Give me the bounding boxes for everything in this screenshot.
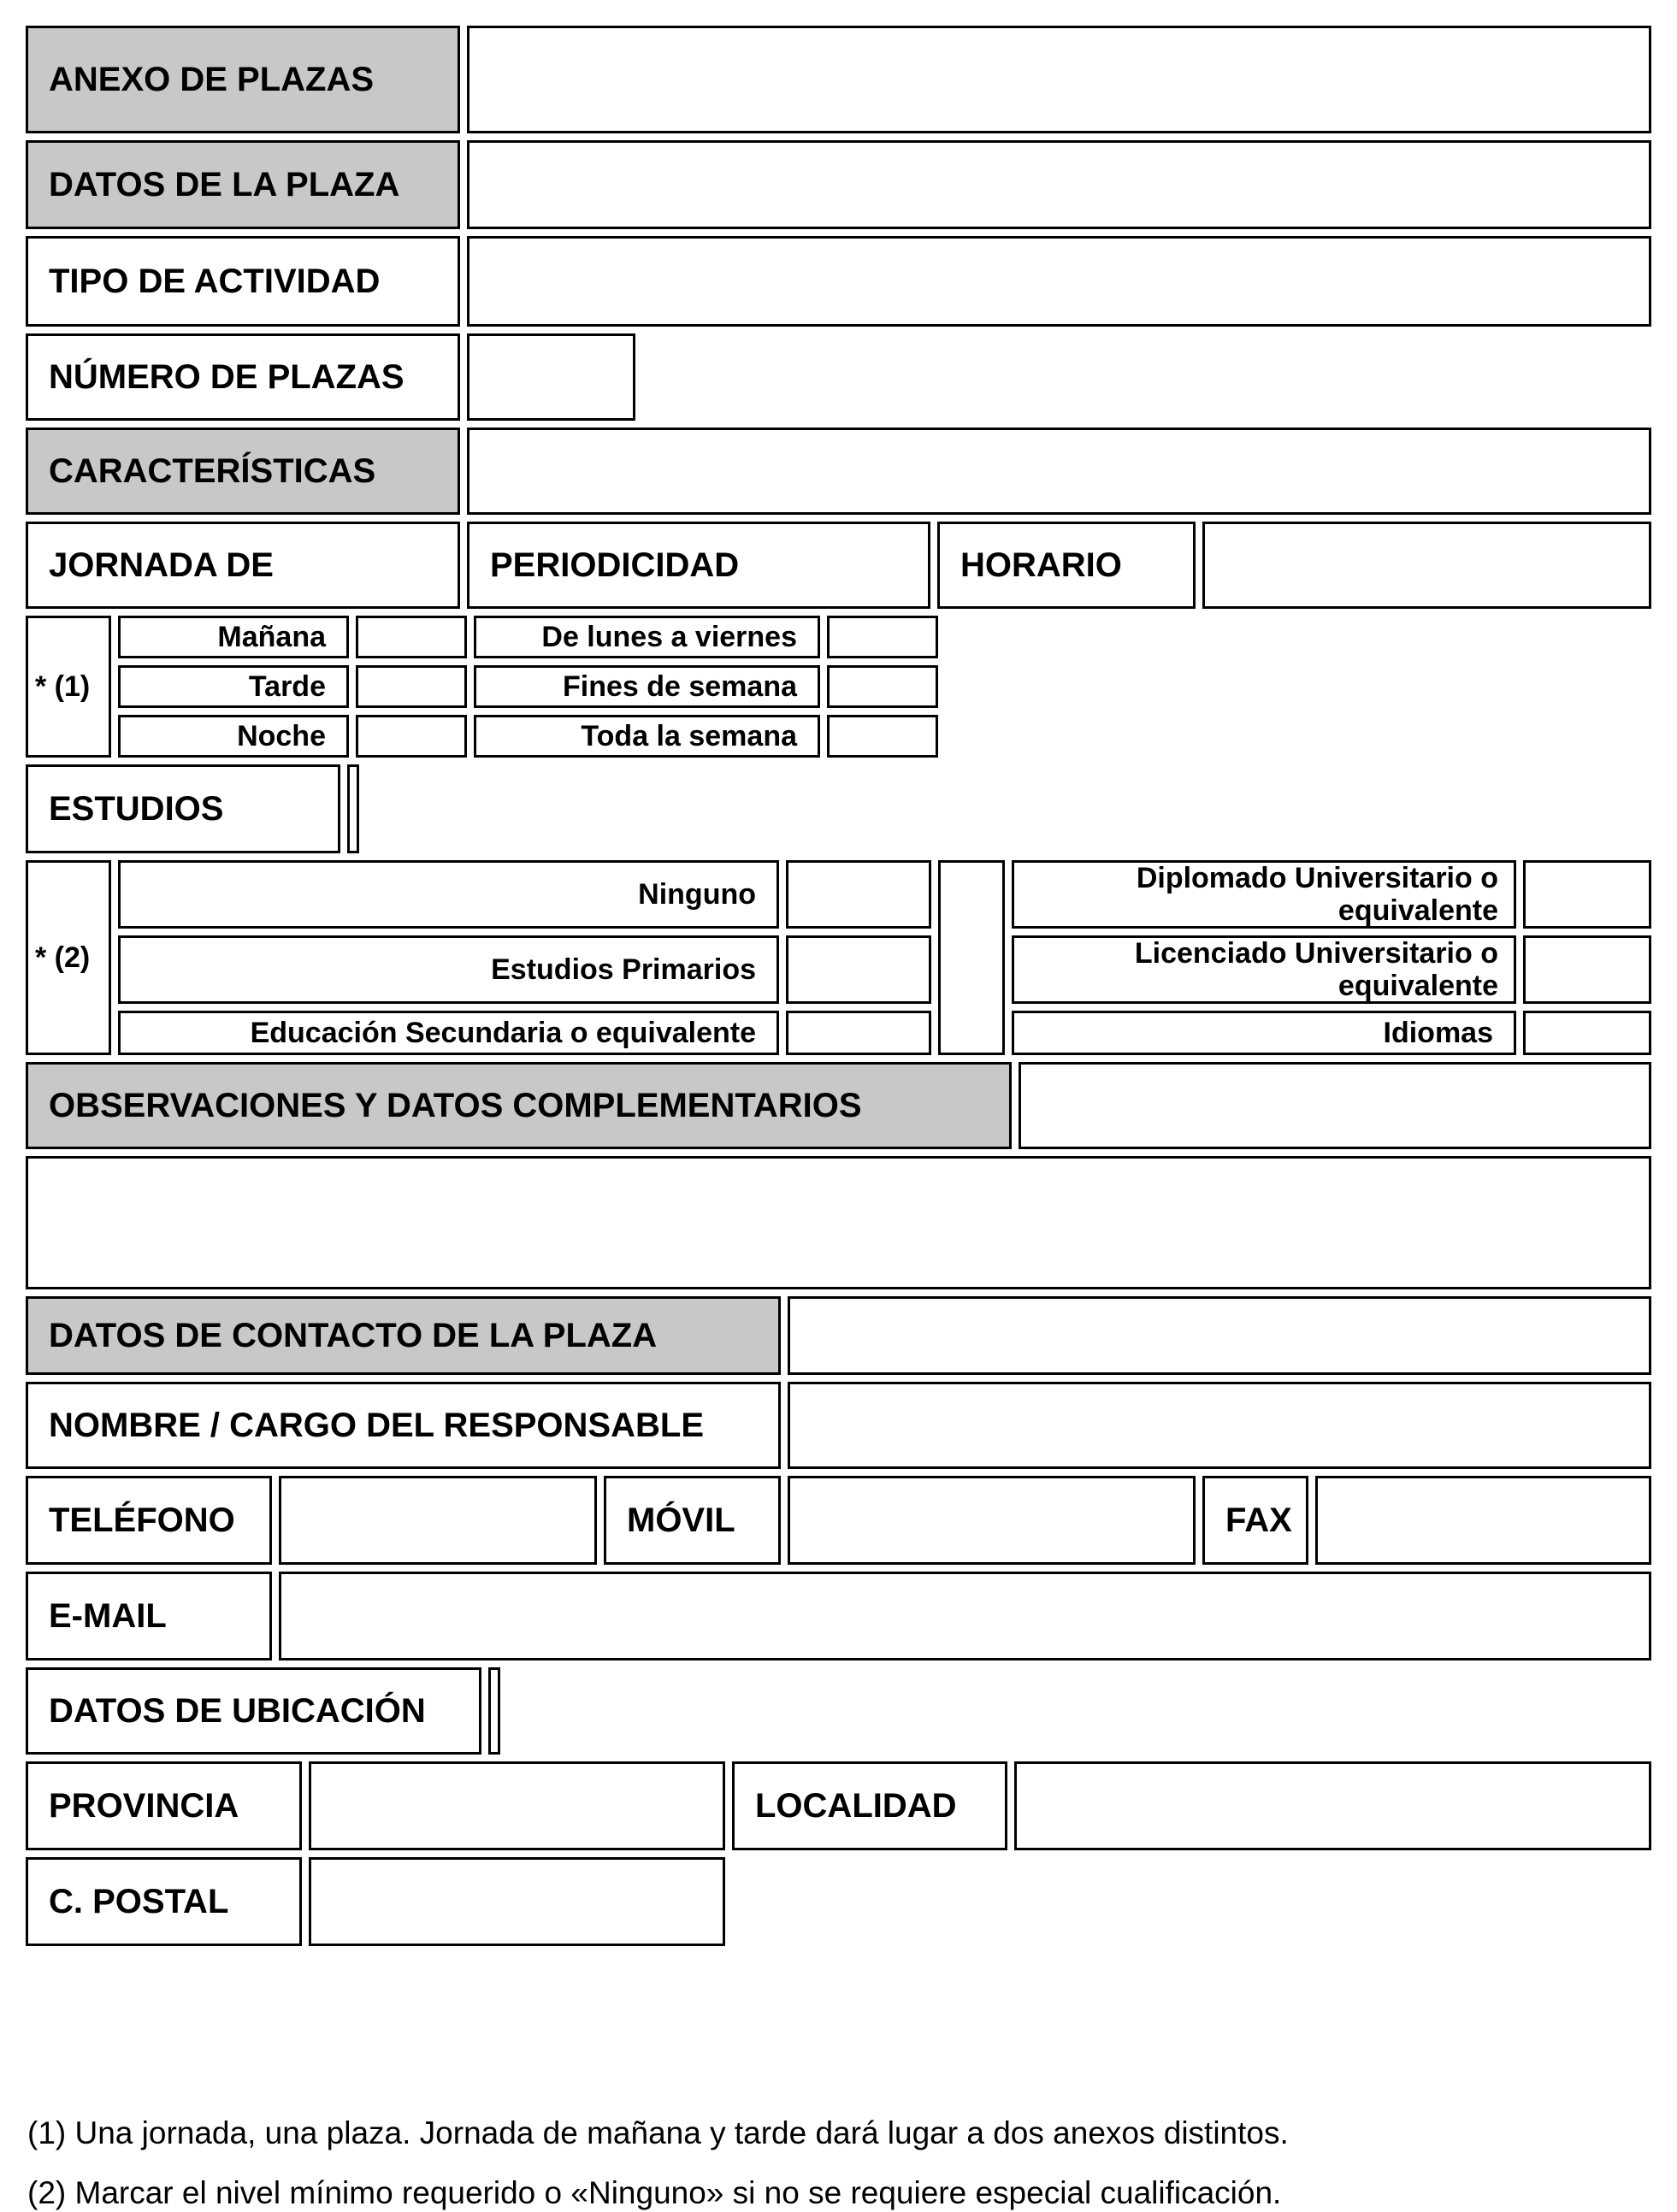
- jornada-options-block: [26, 616, 1651, 758]
- row-telefono-movil-fax: [26, 1476, 1651, 1565]
- option-label-tarde: Tarde: [118, 665, 349, 708]
- localidad-field[interactable]: [1014, 1761, 1651, 1850]
- header-datos-de-la-plaza: DATOS DE LA PLAZA: [26, 140, 460, 229]
- provincia-field[interactable]: [309, 1761, 725, 1850]
- codigo-postal-field[interactable]: [309, 1857, 725, 1946]
- movil-field[interactable]: [788, 1476, 1196, 1565]
- horario-field[interactable]: [1202, 522, 1651, 609]
- footnote-1: (1) Una jornada, una plaza. Jornada de mañana y tarde dará lugar a dos anexos distintos.: [27, 2115, 1289, 2150]
- row-datos-plaza: [26, 140, 1651, 229]
- movil-label: MÓVIL: [604, 1476, 781, 1565]
- provincia-label: PROVINCIA: [26, 1761, 302, 1850]
- checkbox-educacion-secundaria[interactable]: [786, 1011, 931, 1055]
- option-label-idiomas: Idiomas: [1012, 1011, 1516, 1055]
- observaciones-header-field[interactable]: [1019, 1062, 1651, 1149]
- estudios-stub-cell: [347, 764, 359, 853]
- ubicacion-stub-cell: [488, 1667, 500, 1755]
- tipo-actividad-field[interactable]: [467, 236, 1651, 327]
- checkbox-estudios-primarios[interactable]: [786, 935, 931, 1004]
- jornada-options-grid: [118, 616, 938, 758]
- checkbox-toda-la-semana[interactable]: [827, 715, 938, 758]
- row-observaciones-area: [26, 1156, 1651, 1289]
- row-tipo-actividad: [26, 236, 1651, 327]
- checkbox-manana[interactable]: [356, 616, 467, 658]
- nombre-cargo-label: NOMBRE / CARGO DEL RESPONSABLE: [26, 1382, 781, 1469]
- periodicidad-label: PERIODICIDAD: [467, 522, 930, 609]
- row-nombre-cargo: [26, 1382, 1651, 1469]
- header-observaciones: OBSERVACIONES Y DATOS COMPLEMENTARIOS: [26, 1062, 1012, 1149]
- numero-plazas-label: NÚMERO DE PLAZAS: [26, 333, 460, 421]
- observaciones-textarea[interactable]: [26, 1156, 1651, 1289]
- option-label-de-lunes-a-viernes: De lunes a viernes: [474, 616, 820, 658]
- estudios-label: ESTUDIOS: [26, 764, 340, 853]
- checkbox-idiomas[interactable]: [1523, 1011, 1651, 1055]
- option-label-fines-de-semana: Fines de semana: [474, 665, 820, 708]
- datos-contacto-field[interactable]: [788, 1296, 1651, 1375]
- option-label-noche: Noche: [118, 715, 349, 758]
- row-caracteristicas: [26, 428, 1651, 515]
- row-observaciones: [26, 1062, 1651, 1149]
- row-numero-plazas: [26, 333, 1651, 421]
- option-label-toda-la-semana: Toda la semana: [474, 715, 820, 758]
- row-jornada-periodicidad-horario: [26, 522, 1651, 609]
- nota1-ref-label: * (1): [26, 616, 111, 758]
- row-provincia-localidad: [26, 1761, 1651, 1850]
- codigo-postal-label: C. POSTAL: [26, 1857, 302, 1946]
- option-label-licenciado: Licenciado Universitario o equivalente: [1012, 935, 1516, 1004]
- row-datos-ubicacion: [26, 1667, 1651, 1755]
- fax-field[interactable]: [1315, 1476, 1651, 1565]
- row-codigo-postal: [26, 1857, 1651, 1946]
- option-label-diplomado: Diplomado Universitario o equivalente: [1012, 860, 1516, 929]
- horario-label: HORARIO: [937, 522, 1196, 609]
- footnote-2: (2) Marcar el nivel mínimo requerido o «Ninguno» si no se requiere especial cualificación.: [27, 2175, 1282, 2210]
- checkbox-fines-de-semana[interactable]: [827, 665, 938, 708]
- email-field[interactable]: [279, 1572, 1651, 1660]
- header-caracteristicas: CARACTERÍSTICAS: [26, 428, 460, 515]
- jornada-label: JORNADA DE: [26, 522, 460, 609]
- option-label-estudios-primarios: Estudios Primarios: [118, 935, 779, 1004]
- footnotes: [26, 2115, 1651, 2211]
- checkbox-tarde[interactable]: [356, 665, 467, 708]
- telefono-label: TELÉFONO: [26, 1476, 272, 1565]
- fax-label: FAX: [1202, 1476, 1308, 1565]
- header-datos-contacto: DATOS DE CONTACTO DE LA PLAZA: [26, 1296, 781, 1375]
- estudios-options-block: [26, 860, 1651, 1055]
- row-email: [26, 1572, 1651, 1660]
- numero-plazas-field[interactable]: [467, 333, 635, 421]
- datos-plaza-field[interactable]: [467, 140, 1651, 229]
- row-estudios: [26, 764, 1651, 853]
- checkbox-noche[interactable]: [356, 715, 467, 758]
- header-anexo-de-plazas: ANEXO DE PLAZAS: [26, 26, 460, 133]
- option-label-educacion-secundaria: Educación Secundaria o equivalente: [118, 1011, 779, 1055]
- checkbox-diplomado[interactable]: [1523, 860, 1651, 929]
- checkbox-licenciado[interactable]: [1523, 935, 1651, 1004]
- estudios-options-right: [1012, 860, 1651, 1055]
- caracteristicas-field[interactable]: [467, 428, 1651, 515]
- localidad-label: LOCALIDAD: [732, 1761, 1007, 1850]
- estudios-spacer-cell: [938, 860, 1005, 1055]
- nombre-cargo-field[interactable]: [788, 1382, 1651, 1469]
- row-anexo: [26, 26, 1651, 133]
- nota2-ref-label: * (2): [26, 860, 111, 1055]
- option-label-ninguno: Ninguno: [118, 860, 779, 929]
- checkbox-ninguno[interactable]: [786, 860, 931, 929]
- checkbox-de-lunes-a-viernes[interactable]: [827, 616, 938, 658]
- email-label: E-MAIL: [26, 1572, 272, 1660]
- estudios-options-left: [118, 860, 931, 1055]
- row-datos-contacto: [26, 1296, 1651, 1375]
- tipo-actividad-label: TIPO DE ACTIVIDAD: [26, 236, 460, 327]
- anexo-field[interactable]: [467, 26, 1651, 133]
- datos-ubicacion-label: DATOS DE UBICACIÓN: [26, 1667, 481, 1755]
- telefono-field[interactable]: [279, 1476, 597, 1565]
- option-label-manana: Mañana: [118, 616, 349, 658]
